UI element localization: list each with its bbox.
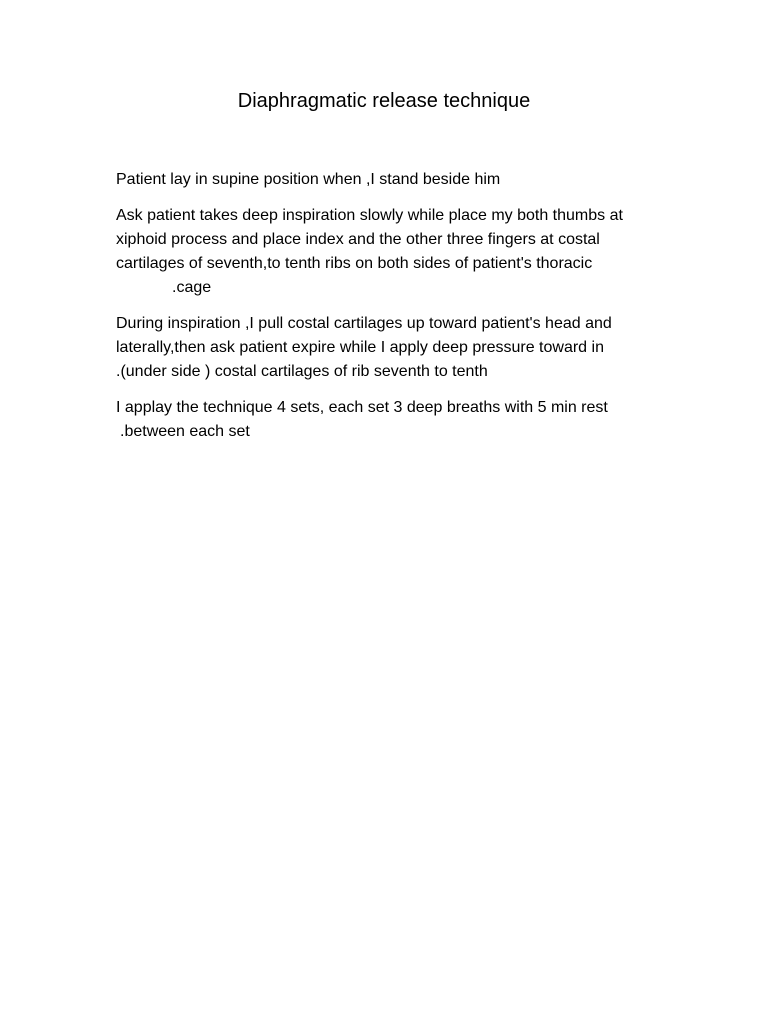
paragraph-pull xyxy=(116,312,656,384)
text-line: I applay the technique 4 sets, each set 3 deep breaths with 5 min rest xyxy=(116,399,608,416)
text-line: .between each set xyxy=(120,423,250,440)
text-line: Ask patient takes deep inspiration slowly while place my both thumbs at xyxy=(116,207,623,224)
text-line: During inspiration ,I pull costal cartilages up toward patient's head and xyxy=(116,315,612,332)
paragraph-sets xyxy=(116,396,656,444)
text-line: .(under side ) costal cartilages of rib seventh to tenth xyxy=(116,363,488,380)
text-line: .cage xyxy=(172,279,212,296)
text-line: Patient lay in supine position when ,I stand beside him xyxy=(116,171,501,188)
document-title: Diaphragmatic release technique xyxy=(237,90,531,112)
paragraph-position xyxy=(116,168,656,192)
paragraph-inspiration xyxy=(116,204,656,300)
text-line: cartilages of seventh,to tenth ribs on both sides of patient's thoracic xyxy=(116,255,593,272)
text-line: laterally,then ask patient expire while I apply deep pressure toward in xyxy=(116,339,604,356)
text-line: xiphoid process and place index and the other three fingers at costal xyxy=(116,231,600,248)
